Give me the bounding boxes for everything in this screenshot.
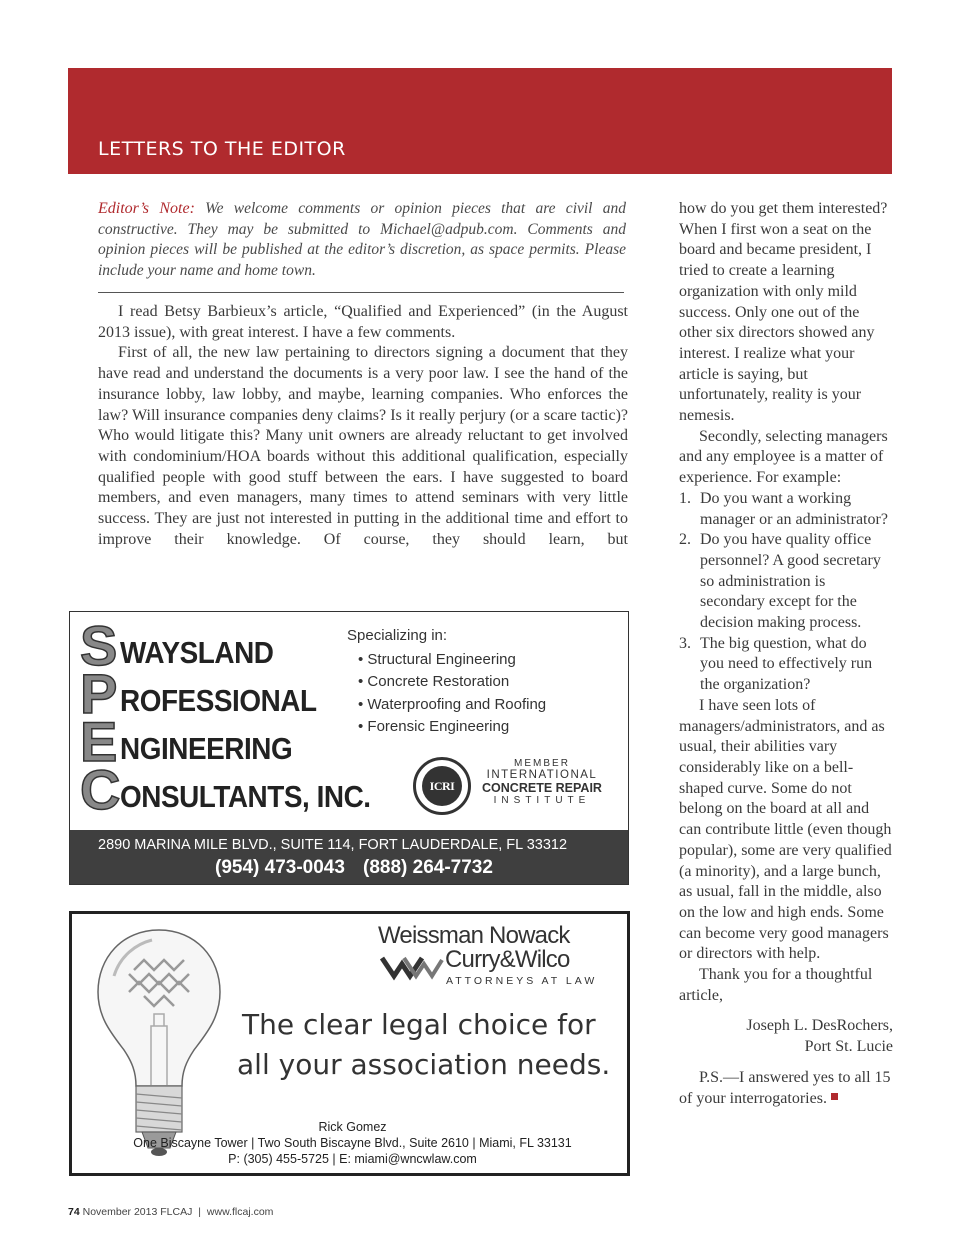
letter-body-left	[98, 302, 628, 550]
ad-tagline: all your association needs.	[237, 1048, 611, 1081]
list-text: The big question, what do you need to effectively run the organization?	[700, 634, 873, 694]
site-link[interactable]: www.flcaj.com	[206, 1206, 274, 1218]
ad-spec[interactable]	[69, 611, 629, 885]
signature	[679, 1016, 893, 1057]
letter-paragraph: how do you get them interested? When I first won a seat on the board and became president, I tried to create a learning organization with only mild success. Only one out of the other six directors showed any interest. I realize what your article is saying, but unfortunately, reality is your nemesis.	[679, 200, 888, 425]
spec-word: WAYSLAND	[120, 635, 274, 670]
spec-row	[80, 662, 338, 725]
question-list	[679, 489, 893, 696]
editor-note-body: We welcome comments or opinion pieces that are civil and constructive. They may be submitted to Michael@adpub.com. Comments and opinion pieces will be published at the editor’s discretion, as space permits. Please include your name and home town.	[98, 200, 626, 280]
spec-word: NGINEERING	[120, 731, 293, 766]
member-line: INTERNATIONAL	[486, 769, 598, 781]
list-item	[679, 530, 893, 634]
firm-subtitle: ATTORNEYS AT LAW	[446, 975, 598, 987]
editor-note	[98, 199, 626, 282]
issue-label: November 2013 FLCAJ	[82, 1206, 193, 1218]
letter-body-right	[679, 199, 893, 1109]
signature-town: Port St. Lucie	[804, 1038, 893, 1056]
list-item	[679, 634, 893, 696]
ad-wnc[interactable]	[69, 911, 630, 1176]
list-item	[679, 489, 893, 530]
signature-name: Joseph L. DesRochers,	[746, 1017, 893, 1035]
section-banner	[68, 68, 892, 174]
service-item: • Structural Engineering	[358, 651, 516, 668]
specializing-label: Specializing in:	[347, 627, 448, 644]
end-mark-icon	[831, 1093, 838, 1100]
contact-address: One Biscayne Tower | Two South Biscayne Blvd., Suite 2610 | Miami, FL 33131	[133, 1136, 572, 1150]
page-footer	[68, 1206, 273, 1218]
contact-phone-email[interactable]: P: (305) 455-5725 | E: miami@wncwlaw.com	[228, 1152, 477, 1166]
spec-letter: P	[80, 662, 118, 725]
letter-paragraph: First of all, the new law pertaining to directors signing a document that they have read and understand the documents is a very poor law. I see the hand of the insurance lobby, law lobby, and maybe, learning companies. Who enforces the law? Will insurance companies deny claims? Is it really perjury (or a scare tactic)? Who would litigate this? Many unit owners are already reluctant to get involved with condominium/HOA boards without this additional qualification, especially qualified people with good stuff between the ears. I have suggested to board members, and even managers, many times to attend seminars with very little success. They are just not interested in putting in the additional time and effort to improve their knowledge. Of course, they should learn, but	[98, 344, 628, 548]
letter-paragraph: Thank you for a thoughtful article,	[679, 966, 873, 1004]
member-line: INSTITUTE	[493, 795, 591, 806]
letter-paragraph: Secondly, selecting managers and any employee is a matter of experience. For example:	[679, 427, 888, 487]
ad-phone[interactable]: (954) 473-0043	[215, 857, 345, 878]
ad-contact	[110, 1119, 595, 1167]
ad-tagline: The clear legal choice for	[242, 1008, 596, 1041]
list-number: 2.	[679, 531, 691, 549]
letter-paragraph: I have seen lots of managers/administrators, and as usual, their abilities vary considerably like on a bell-shaped curve. Some do not belong on the board at all and can contribute little (even though popular), some are very qualified (a minority), and a large bunch, as usual, fall in the middle, also on the low and high ends. Some can become very good managers or directors with help.	[679, 696, 892, 963]
firm-logo-icon	[380, 952, 444, 982]
member-label: MEMBER	[514, 758, 570, 769]
icri-membership	[480, 758, 604, 806]
spec-letter: C	[80, 758, 121, 821]
section-title: LETTERS TO THE EDITOR	[98, 138, 346, 160]
firm-name-line: Weissman Nowack	[378, 922, 570, 949]
service-item: • Concrete Restoration	[358, 673, 510, 691]
postscript	[679, 1068, 893, 1109]
letter-paragraph: I read Betsy Barbieux’s article, “Qualified and Experienced” (in the August 2013 issue), with great interest. I have a few comments.	[98, 303, 628, 341]
contact-name: Rick Gomez	[318, 1120, 387, 1134]
icri-logo-text: ICRI	[422, 766, 462, 806]
ad-address: 2890 MARINA MILE BLVD., SUITE 114, FORT LAUDERDALE, FL 33312	[98, 837, 568, 853]
firm-name-line: Curry&Wilco	[445, 946, 570, 973]
ad-contact-bar	[70, 830, 628, 884]
list-number: 3.	[679, 634, 691, 652]
spec-word: ROFESSIONAL	[120, 683, 317, 718]
editor-note-lead: Editor’s Note:	[98, 200, 195, 217]
divider	[98, 292, 624, 293]
service-item: • Forensic Engineering	[358, 717, 510, 735]
list-text: Do you want a working manager or an administrator?	[700, 489, 888, 528]
ad-phone[interactable]: (888) 264-7732	[363, 857, 493, 878]
footer-separator: |	[198, 1206, 201, 1218]
spec-letter: S	[80, 614, 118, 677]
service-item: • Waterproofing and Roofing	[358, 695, 547, 713]
icri-logo-icon	[413, 757, 471, 815]
postscript-text: P.S.—I answered yes to all 15 of your interrogatories.	[679, 1068, 891, 1107]
spec-word: ONSULTANTS, INC.	[120, 779, 371, 814]
spec-row	[80, 758, 398, 821]
services-list	[358, 649, 546, 738]
list-text: Do you have quality office personnel? A good secretary so administration is secondary except for the decision making process.	[700, 531, 881, 632]
page-number: 74	[68, 1206, 80, 1218]
list-number: 1.	[679, 489, 691, 507]
spec-letter: E	[80, 710, 118, 773]
member-line: CONCRETE REPAIR	[482, 781, 602, 795]
